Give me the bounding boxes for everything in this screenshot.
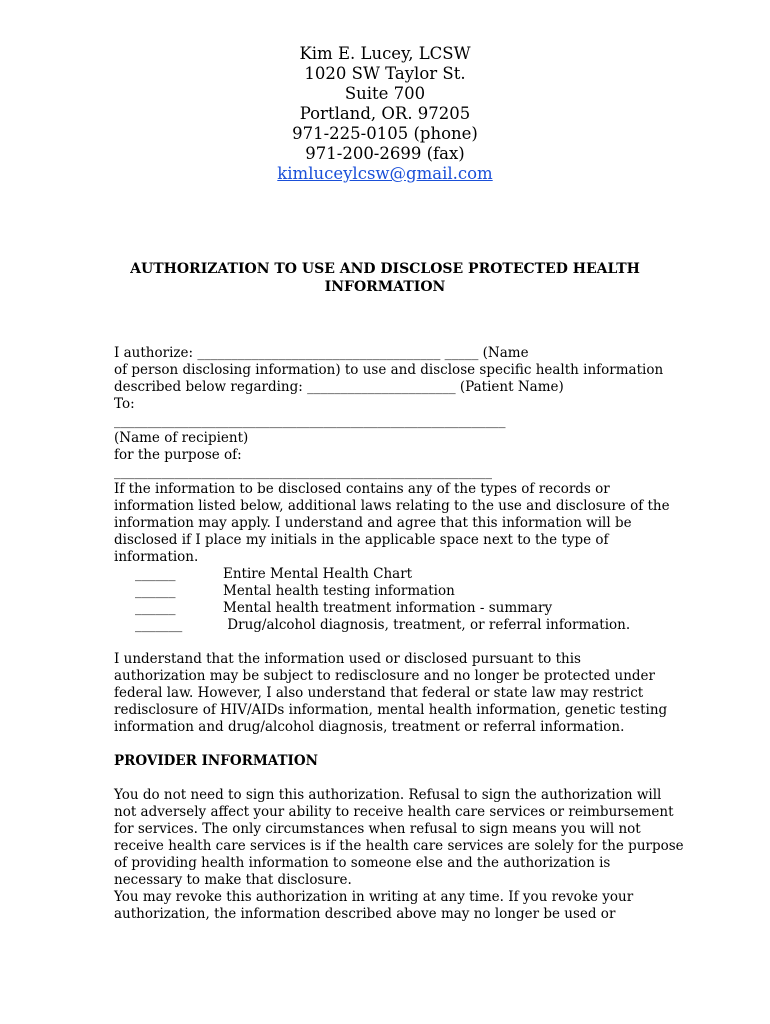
item-label: Mental health treatment information - summary — [223, 600, 553, 616]
title-line-2: INFORMATION — [324, 279, 446, 295]
provider-information-heading: PROVIDER INFORMATION — [114, 753, 318, 769]
form-line: information may apply. I understand and agree that this information will be — [114, 515, 632, 531]
item-label: Drug/alcohol diagnosis, treatment, or referral information. — [223, 617, 631, 633]
form-line: ________________________________________________________ — [114, 464, 492, 480]
phone-number: 971-225-0105 (phone) — [292, 124, 478, 143]
initials-blank[interactable]: ______ — [135, 600, 176, 616]
initials-blank[interactable]: _______ — [135, 617, 183, 633]
letterhead — [0, 44, 770, 184]
form-line: (Name of recipient) — [114, 430, 249, 446]
fax-number: 971-200-2699 (fax) — [305, 144, 465, 163]
provider-line: of providing health information to someone else and the authorization is — [114, 855, 611, 871]
provider-line: authorization, the information described above may no longer be used or — [114, 906, 616, 922]
initials-item — [114, 617, 659, 634]
provider-line: not adversely affect your ability to receive health care services or reimbursement — [114, 804, 674, 820]
form-line: __________________________________________________________ — [114, 413, 506, 429]
form-line: described below regarding: ______________________ (Patient Name) — [114, 379, 564, 395]
redisclosure-line: I understand that the information used or disclosed pursuant to this — [114, 651, 581, 667]
paragraph-gap — [114, 736, 659, 753]
redisclosure-line: federal law. However, I also understand that federal or state law may restrict — [114, 685, 644, 701]
provider-line: You do not need to sign this authorization. Refusal to sign the authorization will — [114, 787, 662, 803]
initials-blank[interactable]: ______ — [135, 566, 176, 582]
redisclosure-line: authorization may be subject to redisclosure and no longer be protected under — [114, 668, 655, 684]
street-address: 1020 SW Taylor St. — [304, 64, 466, 83]
form-line: of person disclosing information) to use and disclose specific health information — [114, 362, 664, 378]
provider-line: for services. The only circumstances when refusal to sign means you will not — [114, 821, 641, 837]
form-line: I authorize: ____________________________________ _____ (Name — [114, 345, 529, 361]
document-title — [100, 260, 670, 296]
item-label: Mental health testing information — [223, 583, 455, 599]
form-line: If the information to be disclosed contains any of the types of records or — [114, 481, 610, 497]
initials-blank[interactable]: ______ — [135, 583, 176, 599]
form-line: To: — [114, 396, 135, 412]
provider-name: Kim E. Lucey, LCSW — [299, 44, 471, 63]
document-body — [114, 345, 684, 923]
form-line: disclosed if I place my initials in the applicable space next to the type of — [114, 532, 609, 548]
form-line: information. — [114, 549, 199, 565]
item-label: Entire Mental Health Chart — [223, 566, 413, 582]
email-link[interactable]: kimluceylcsw@gmail.com — [277, 164, 493, 183]
redisclosure-line: redisclosure of HIV/AIDs information, mental health information, genetic testing — [114, 702, 668, 718]
redisclosure-line: information and drug/alcohol diagnosis, treatment or referral information. — [114, 719, 625, 735]
paragraph-gap — [114, 634, 659, 651]
initials-item — [114, 583, 659, 600]
paragraph-gap — [114, 770, 659, 787]
title-line-1: AUTHORIZATION TO USE AND DISCLOSE PROTECTED HEALTH — [130, 261, 640, 277]
form-line: information listed below, additional laws relating to the use and disclosure of the — [114, 498, 670, 514]
provider-line: You may revoke this authorization in writing at any time. If you revoke your — [114, 889, 634, 905]
form-line: for the purpose of: — [114, 447, 242, 463]
provider-line: receive health care services is if the health care services are solely for the purpose — [114, 838, 684, 854]
initials-item — [114, 600, 659, 617]
city-state-zip: Portland, OR. 97205 — [299, 104, 471, 123]
suite: Suite 700 — [344, 84, 426, 103]
initials-item — [114, 566, 659, 583]
provider-line: necessary to make that disclosure. — [114, 872, 352, 888]
